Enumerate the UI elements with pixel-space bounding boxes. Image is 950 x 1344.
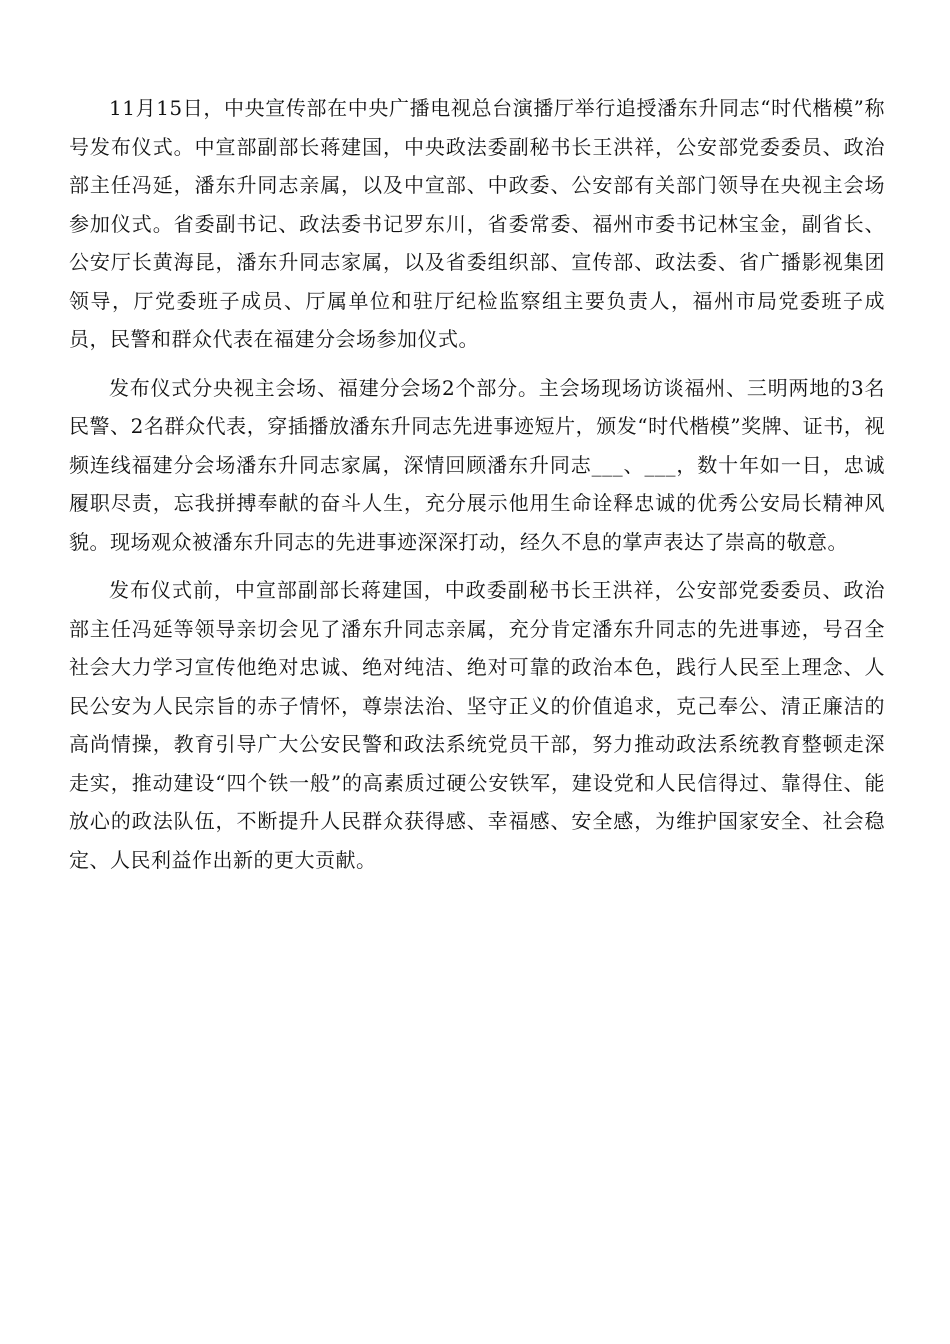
paragraph-1: 11月15日，中央宣传部在中央广播电视总台演播厅举行追授潘东升同志“时代楷模”称号发布仪式。中宣部副部长蒋建国，中央政法委副秘书长王洪祥，公安部党委委员、政治部主任冯延，潘东升同志亲属，以及中宣部、中政委、公安部有关部门领导在央视主会场参加仪式。省委副书记、政法委书记罗东川，省委常委、福州市委书记林宝金，副省长、公安厅长黄海昆，潘东升同志家属，以及省委组织部、宣传部、政法委、省广播影视集团领导，厅党委班子成员、厅属单位和驻厅纪检监察组主要负责人，福州市局党委班子成员，民警和群众代表在福建分会场参加仪式。 [69,96,885,351]
paragraph-3: 发布仪式前，中宣部副部长蒋建国，中政委副秘书长王洪祥，公安部党委委员、政治部主任冯延等领导亲切会见了潘东升同志亲属，充分肯定潘东升同志的先进事迹，号召全社会大力学习宣传他绝对忠诚、绝对纯洁、绝对可靠的政治本色，践行人民至上理念、人民公安为人民宗旨的赤子情怀，尊崇法治、坚守正义的价值追求，克己奉公、清正廉洁的高尚情操，教育引导广大公安民警和政法系统党员干部，努力推动政法系统教育整顿走深走实，推动建设“四个铁一般”的高素质过硬公安铁军，建设党和人民信得过、靠得住、能放心的政法队伍，不断提升人民群众获得感、幸福感、安全感，为维护国家安全、社会稳定、人民利益作出新的更大贡献。 [69,578,885,872]
document-body [69,89,885,889]
paragraph-2: 发布仪式分央视主会场、福建分会场2个部分。主会场现场访谈福州、三明两地的3名民警、2名群众代表，穿插播放潘东升同志先进事迹短片，颁发“时代楷模”奖牌、证书，视频连线福建分会场潘东升同志家属，深情回顾潘东升同志___、___，数十年如一日，忠诚履职尽责，忘我拼搏奉献的奋斗人生，充分展示他用生命诠释忠诚的优秀公安局长精神风貌。现场观众被潘东升同志的先进事迹深深打动，经久不息的掌声表达了崇高的敬意。 [69,375,885,554]
